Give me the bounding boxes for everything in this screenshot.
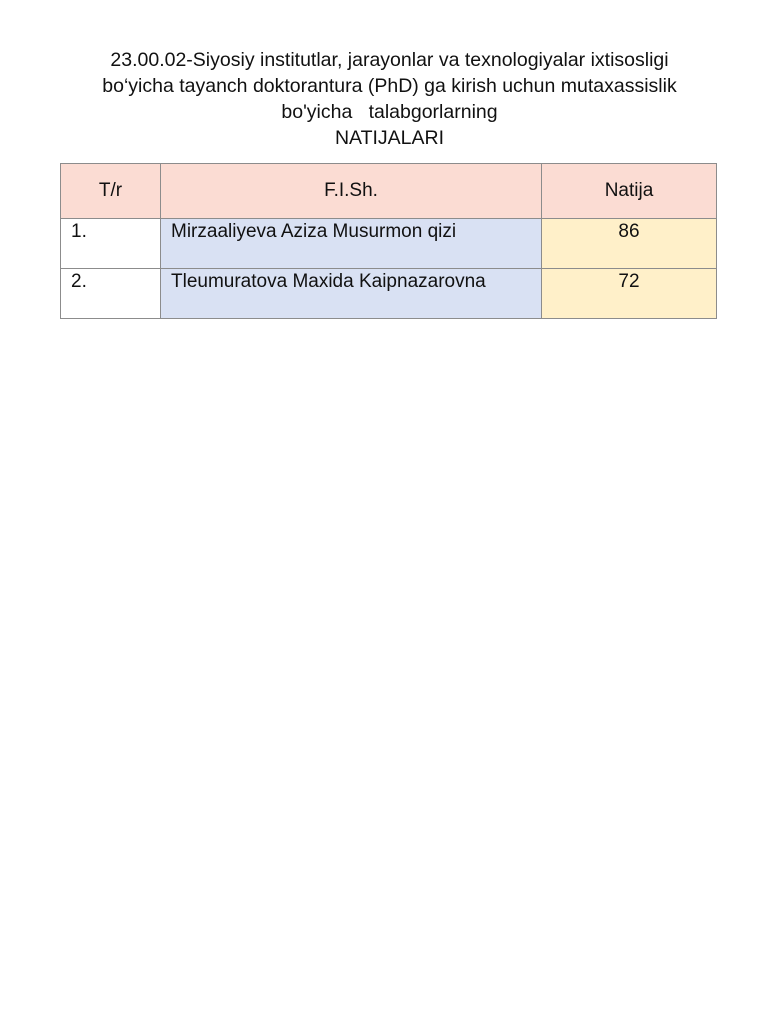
document-heading — [40, 47, 739, 151]
row-result: 72 — [542, 269, 717, 319]
heading-line-2: bo‘yicha tayanch doktorantura (PhD) ga kirish uchun mutaxassislik — [102, 75, 677, 97]
row-result: 86 — [542, 219, 717, 269]
row-name: Mirzaaliyeva Aziza Musurmon qizi — [161, 219, 542, 269]
table-row — [61, 269, 717, 319]
table-header-row — [61, 164, 717, 219]
row-number: 2. — [61, 269, 161, 319]
row-number: 1. — [61, 219, 161, 269]
results-table — [60, 163, 717, 319]
header-result: Natija — [542, 164, 717, 219]
heading-line-3: bo'yicha talabgorlarning — [281, 101, 498, 123]
header-number: T/r — [61, 164, 161, 219]
row-name: Tleumuratova Maxida Kaipnazarovna — [161, 269, 542, 319]
header-name: F.I.Sh. — [161, 164, 542, 219]
heading-line-1: 23.00.02-Siyosiy institutlar, jarayonlar va texnologiyalar ixtisosligi — [110, 49, 669, 71]
table-row — [61, 219, 717, 269]
heading-line-4: NATIJALARI — [334, 127, 445, 149]
